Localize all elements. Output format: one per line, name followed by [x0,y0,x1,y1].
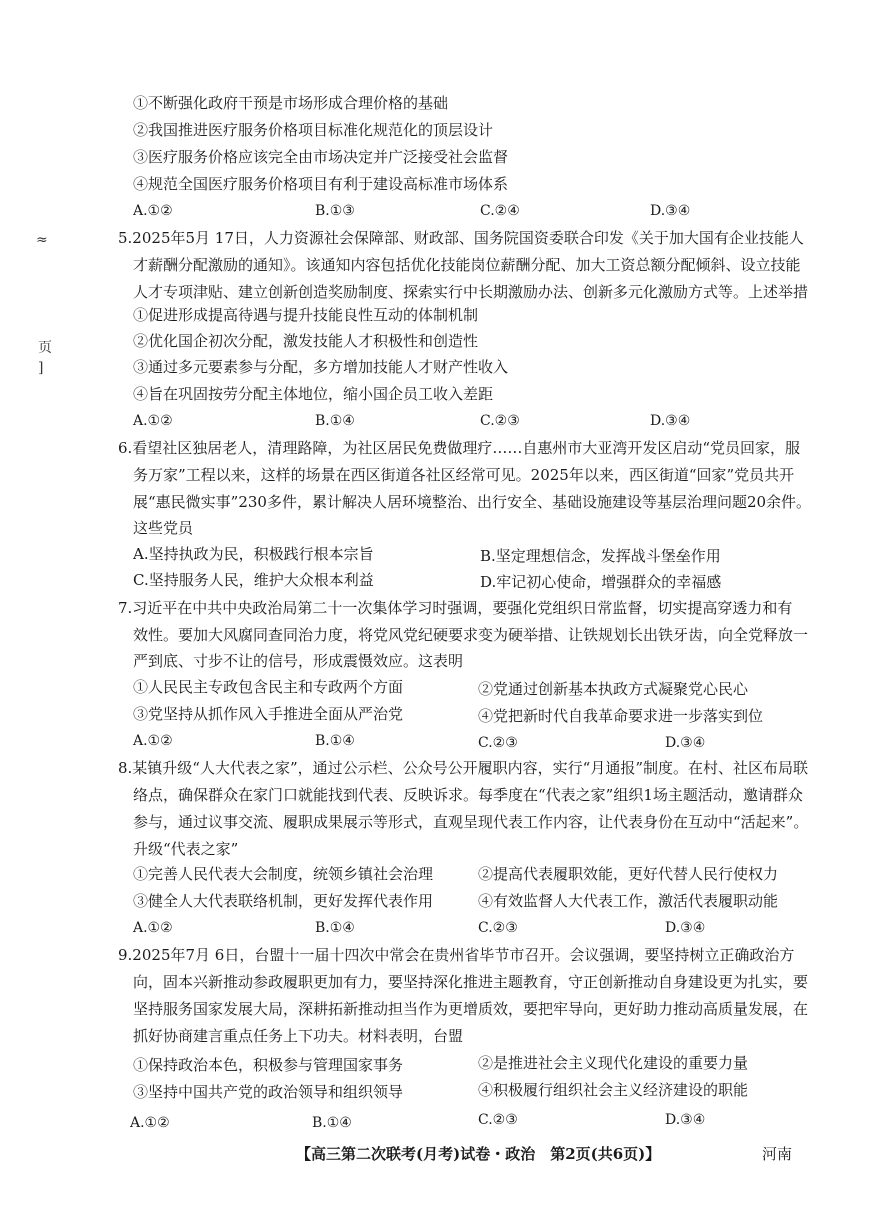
page-footer-region: 河南 [762,1145,793,1163]
question-stem: 7.习近平在中共中央政治局第二十一次集体学习时强调，要强化党组织日常监督，切实提高穿透力和有 [118,599,793,617]
statement-item: ①保持政治本色，积极参与管理国家事务 [133,1056,404,1074]
question-stem: 这些党员 [133,519,194,537]
answer-option-c: C.②③ [478,920,518,936]
answer-option-b: B.①④ [315,733,355,749]
statement-item: ②党通过创新基本执政方式凝聚党心民心 [478,680,749,698]
margin-mark: ] [38,360,44,376]
answer-option-d: D.③④ [650,413,691,429]
question-stem: 展“惠民微实事”230多件，累计解决人居环境整治、出行安全、基础设施建设等基层治理问题20余件。 [133,493,812,511]
answer-option-b: B.①③ [315,203,355,219]
statement-item: ②提高代表履职效能，更好代替人民行使权力 [478,865,779,883]
answer-option-d: D.③④ [665,920,706,936]
question-stem: 人才专项津贴、建立创新创造奖励制度、探索实行中长期激励办法、创新多元化激励方式等。上述举措 [133,283,809,301]
statement-item: ②是推进社会主义现代化建设的重要力量 [478,1054,749,1072]
statement-item: ③医疗服务价格应该完全由市场决定并广泛接受社会监督 [133,148,509,166]
statement-item: ③健全人大代表联络机制，更好发挥代表作用 [133,892,434,910]
statement-item: ①人民民主专政包含民主和专政两个方面 [133,678,404,696]
question-stem: 5.2025年5月 17日，人力资源社会保障部、财政部、国务院国资委联合印发《关于加大国有企业技能人 [118,229,804,247]
question-stem: 9.2025年7月 6日，台盟十一届十四次中常会在贵州省毕节市召开。会议强调，要坚持树立正确政治方 [118,946,795,964]
question-stem: 严到底、寸步不让的信号，形成震慑效应。这表明 [133,652,464,670]
answer-option-c: C.②③ [480,413,520,429]
question-stem: 参与，通过议事交流、履职成果展示等形式，直观呈现代表工作内容，让代表身份在互动中“活起来”。 [133,813,809,831]
margin-mark: 页 [38,340,52,356]
question-stem: 才薪酬分配激励的通知》。该通知内容包括优化技能岗位薪酬分配、加大工资总额分配倾斜、设立技能 [133,256,801,274]
answer-option-b: B.①④ [315,920,355,936]
statement-item: ①完善人民代表大会制度，统领乡镇社会治理 [133,865,434,883]
answer-option-b: B.①④ [315,413,355,429]
statement-item: ③通过多元要素参与分配，多方增加技能人才财产性收入 [133,358,509,376]
answer-option-d: D.③④ [665,1112,706,1128]
answer-option-a: A.①② [133,920,173,936]
statement-item: ③坚持中国共产党的政治领导和组织领导 [133,1083,404,1101]
answer-option-a: A.①② [133,733,173,749]
answer-option-c: C.②④ [480,203,520,219]
question-stem: 升级“代表之家” [133,840,239,858]
answer-option-c: C.②③ [478,1112,518,1128]
question-stem: 向，固本兴新推动参政履职更加有力，要坚持深化推进主题教育，守正创新推动自身建设更为扎实，要 [133,973,809,991]
answer-option-d: D.③④ [650,203,691,219]
answer-option-b: B.坚定理想信念，发挥战斗堡垒作用 [480,547,721,565]
statement-item: ①促进形成提高待遇与提升技能良性互动的体制机制 [133,306,479,324]
answer-option-b: B.①④ [312,1115,352,1131]
statement-item: ②我国推进医疗服务价格项目标准化规范化的顶层设计 [133,121,494,139]
answer-option-d: D.③④ [665,735,706,751]
page-footer-title: 【高三第二次联考(月考)试卷・政治 第2页(共6页)】 [296,1145,661,1163]
question-stem: 抓好协商建言重点任务上下功夫。材料表明，台盟 [133,1027,464,1045]
answer-option-c: C.坚持服务人民，维护大众根本利益 [133,571,374,589]
answer-option-c: C.②③ [478,735,518,751]
statement-item: ④规范全国医疗服务价格项目有利于建设高标准市场体系 [133,175,509,193]
answer-option-a: A.①② [133,413,173,429]
statement-item: ②优化国企初次分配，激发技能人才积极性和创造性 [133,332,479,350]
answer-option-a: A.①② [130,1115,170,1131]
answer-option-a: A.①② [133,203,173,219]
statement-item: ④党把新时代自我革命要求进一步落实到位 [478,707,764,725]
statement-item: ④积极履行组织社会主义经济建设的职能 [478,1081,749,1099]
statement-item: ③党坚持从抓作风入手推进全面从严治党 [133,705,404,723]
question-stem: 8.某镇升级“人大代表之家”，通过公示栏、公众号公开履职内容，实行“月通报”制度。在村、社区布局联 [118,759,808,777]
question-stem: 6.看望社区独居老人，清理路障，为社区居民免费做理疗……自惠州市大亚湾开发区启动“党员回家，服 [118,439,800,457]
answer-option-d: D.牢记初心使命，增强群众的幸福感 [480,573,722,591]
statement-item: ④旨在巩固按劳分配主体地位，缩小国企员工收入差距 [133,385,494,403]
question-stem: 坚持服务国家发展大局，深耕拓新推动担当作为更增质效，要把牢导向，更好助力推动高质量发展，在 [133,1000,809,1018]
question-stem: 务万家”工程以来，这样的场景在西区街道各社区经常可见。2025年以来，西区街道“回家”党员共开 [133,466,795,484]
question-stem: 效性。要加大风腐同查同治力度，将党风党纪硬要求变为硬举措、让铁规划长出铁牙齿，向全党释放一 [133,626,809,644]
statement-item: ④有效监督人大代表工作，激活代表履职动能 [478,892,779,910]
answer-option-a: A.坚持执政为民，积极践行根本宗旨 [133,545,374,563]
margin-mark: ≈ [36,232,48,248]
question-stem: 络点，确保群众在家门口就能找到代表、反映诉求。每季度在“代表之家”组织1场主题活动，邀请群众 [133,786,803,804]
statement-item: ①不断强化政府干预是市场形成合理价格的基础 [133,94,449,112]
